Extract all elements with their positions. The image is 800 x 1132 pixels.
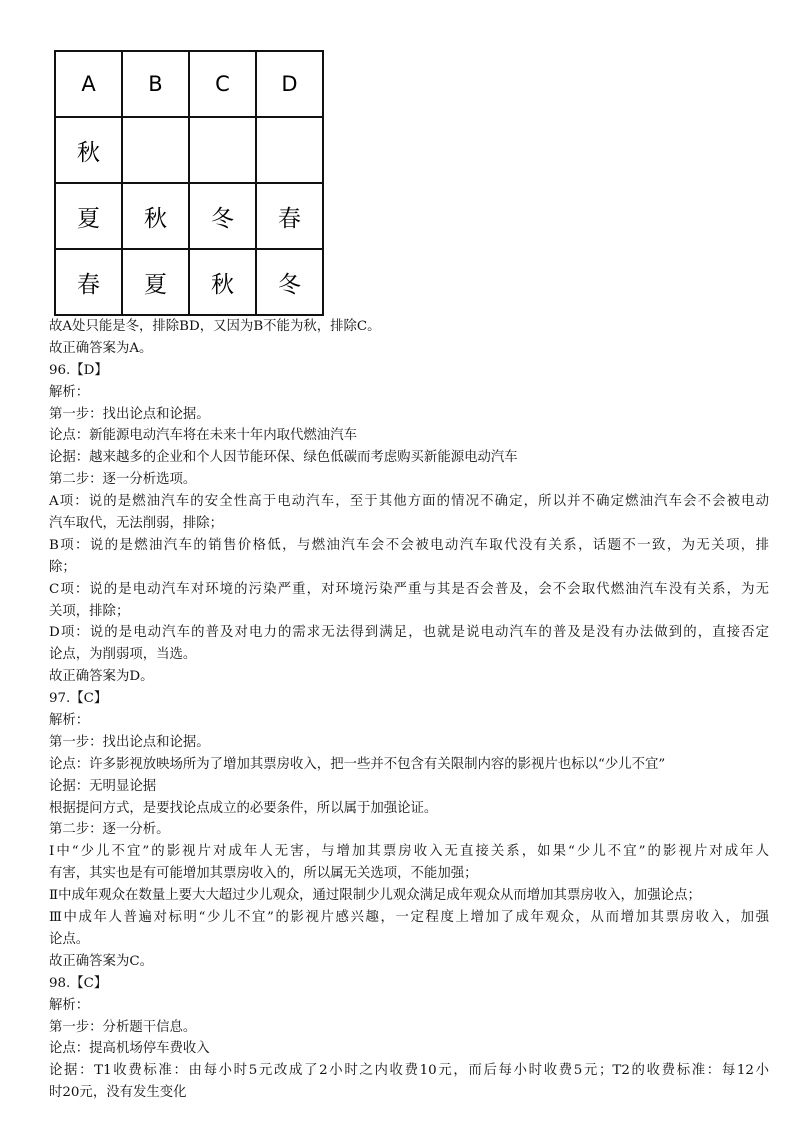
text-line: 故A处只能是冬，排除BD，又因为B不能为秋，排除C。 bbox=[49, 319, 381, 334]
text-line: 第一步：找出论点和论据。 bbox=[49, 734, 210, 750]
grid-cell: 冬 bbox=[256, 249, 323, 315]
grid-cell: B bbox=[122, 51, 189, 117]
text-line: 有害，其实也是有可能增加其票房收入的，所以属无关选项，不能加强； bbox=[49, 866, 478, 882]
grid-cell: D bbox=[256, 51, 323, 117]
text-line: 汽车取代，无法削弱，排除； bbox=[49, 516, 224, 532]
text-line: A项：说的是燃油汽车的安全性高于电动汽车，至于其他方面的情况不确定，所以并不确定燃油汽车会不会被电动 bbox=[49, 494, 769, 510]
answer-line: 故正确答案为C。 bbox=[49, 953, 153, 969]
grid-cell bbox=[189, 117, 256, 183]
text-line: D项：说的是电动汽车的普及对电力的需求无法得到满足，也就是说电动汽车的普及是没有办法做到的，直接否定 bbox=[49, 625, 769, 641]
text-line: 论点：许多影视放映场所为了增加其票房收入，把一些并不包含有关限制内容的影视片也标以“少儿不宜” bbox=[49, 756, 666, 772]
text-line: 论点。 bbox=[49, 931, 90, 947]
grid-cell: C bbox=[189, 51, 256, 117]
grid-row bbox=[55, 249, 323, 315]
grid-cell: 秋 bbox=[189, 249, 256, 315]
grid-cell: 夏 bbox=[55, 183, 122, 249]
text-line: 论点，为削弱项，当选。 bbox=[49, 647, 197, 663]
text-line: 关项，排除； bbox=[49, 603, 130, 619]
text-line: C项：说的是电动汽车对环境的污染严重，对环境污染严重与其是否会普及，会不会取代燃油汽车没有关系，为无 bbox=[49, 581, 769, 597]
grid-header-row bbox=[55, 51, 323, 117]
analysis-label: 解析： bbox=[49, 384, 90, 400]
question-number: 97.【C】 bbox=[49, 691, 108, 707]
grid-cell: 春 bbox=[256, 183, 323, 249]
text-line: 论据：T1收费标准：由每小时5元改成了2小时之内收费10元，而后每小时收费5元；T2的收费标准：每12小 bbox=[49, 1063, 769, 1079]
text-line: 论点：提高机场停车费收入 bbox=[49, 1041, 210, 1057]
text-line: 除； bbox=[49, 559, 76, 575]
grid-row bbox=[55, 183, 323, 249]
question-number: 98.【C】 bbox=[49, 975, 108, 991]
grid-row bbox=[55, 117, 323, 183]
season-grid-table bbox=[54, 50, 324, 316]
question-number: 96.【D】 bbox=[49, 362, 108, 378]
answer-line: 故正确答案为D。 bbox=[49, 669, 154, 685]
grid-cell: A bbox=[55, 51, 122, 117]
grid-cell: 秋 bbox=[55, 117, 122, 183]
text-line: 论据：越来越多的企业和个人因节能环保、绿色低碳而考虑购买新能源电动汽车 bbox=[49, 450, 518, 466]
text-line: 第一步：分析题干信息。 bbox=[49, 1019, 197, 1035]
text-line: 第一步：找出论点和论据。 bbox=[49, 406, 210, 422]
answer-line: 故正确答案为A。 bbox=[49, 340, 153, 356]
text-line: B项：说的是燃油汽车的销售价格低，与燃油汽车会不会被电动汽车取代没有关系，话题不一致，为无关项，排 bbox=[49, 537, 769, 553]
text-line: 时20元，没有发生变化 bbox=[49, 1085, 187, 1101]
text-line: 第二步：逐一分析。 bbox=[49, 822, 170, 838]
text-line: 论据：无明显论据 bbox=[49, 778, 157, 794]
analysis-label: 解析： bbox=[49, 713, 90, 729]
text-line: 根据提问方式，是要找论点成立的必要条件，所以属于加强论证。 bbox=[49, 800, 438, 816]
analysis-label: 解析： bbox=[49, 997, 90, 1013]
grid-cell: 夏 bbox=[122, 249, 189, 315]
text-line: Ⅱ中成年观众在数量上要大大超过少儿观众，通过限制少儿观众满足成年观众从而增加其票房收入，加强论点； bbox=[49, 888, 701, 904]
grid-cell bbox=[256, 117, 323, 183]
text-line: Ⅰ中“少儿不宜”的影视片对成年人无害，与增加其票房收入无直接关系，如果“少儿不宜”的影视片对成年人 bbox=[49, 844, 769, 860]
grid-cell: 秋 bbox=[122, 183, 189, 249]
grid-cell: 冬 bbox=[189, 183, 256, 249]
grid-cell: 春 bbox=[55, 249, 122, 315]
grid-cell bbox=[122, 117, 189, 183]
text-line: 论点：新能源电动汽车将在未来十年内取代燃油汽车 bbox=[49, 428, 357, 444]
text-line: 第二步：逐一分析选项。 bbox=[49, 472, 197, 488]
text-line: Ⅲ中成年人普遍对标明“少儿不宜”的影视片感兴趣，一定程度上增加了成年观众，从而增加其票房收入，加强 bbox=[49, 910, 769, 926]
explanation-text bbox=[49, 316, 769, 1104]
